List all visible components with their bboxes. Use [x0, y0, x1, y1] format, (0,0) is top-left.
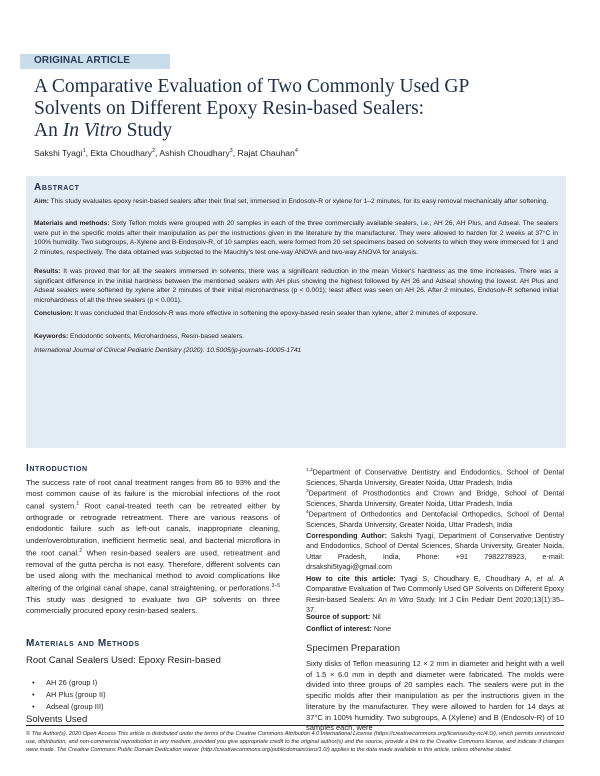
abstract-aim: Aim: This study evaluates epoxy resin-based sealers after their final set, immersed in Endosolv-R or xylene for 1–2 minutes, for its easy removal mechanically after softening.	[34, 198, 549, 205]
specimen-heading: Specimen Preparation	[306, 643, 400, 654]
article-type-badge	[20, 54, 170, 69]
conflict-of-interest: Conflict of interest: None	[306, 624, 392, 633]
title-line-2: Solvents on Different Epoxy Resin-based Sealers:	[34, 98, 425, 119]
affiliation-3: $^4$Department of Orthodontics and Dentofacial Orthopedics, School of Dental Sciences, Sharda University, Greater Noida, Uttar Pradesh, India	[306, 509, 564, 529]
title-line-3: An In Vitro Study	[34, 120, 173, 141]
affiliation-1: $^{1,2}$Department of Conservative Dentistry and Endodontics, School of Dental Sciences, Sharda University, Greater Noida, Uttar Pradesh, India	[306, 467, 564, 487]
list-item: • Adseal (group III)	[26, 701, 280, 713]
author-name: Sakshi Tyagi	[34, 148, 83, 158]
license-footer: © The Author(s). 2020 Open Access This article is distributed under the terms of the Creative Commons Attribution 4.0 International License (https://creativecommons.org/licenses/by-nc/4.0/), which permits unrestricted use, distribution, and non-commercial reproduction in any medium, provided you give appropriate credit to the original author(s) and the source, provide a link to the Creative Commons license, and indicate if changes were made. The Creative Commons Public Domain Dedication waiver (http://creativecommons.org/publicdomain/zero/1.0/) applies to the data made available in this article, unless otherwise stated.	[26, 731, 564, 754]
author-name: Ashish Choudhary	[159, 148, 230, 158]
list-item: • AH 26 (group I)	[26, 677, 280, 689]
abstract-heading: Abstract	[34, 182, 80, 193]
article-type-label: ORIGINAL ARTICLE	[34, 55, 131, 66]
abstract-conclusion: Conclusion: It was concluded that Endosolv-R was more effective in softening the epoxy-based resin sealer than xylene, after 2 minutes of exposure.	[34, 310, 478, 317]
list-item: • AH Plus (group II)	[26, 689, 280, 701]
author-name: Ekta Choudhary	[90, 148, 153, 158]
sealer-list	[26, 677, 280, 713]
abstract-keywords: Keywords: Endodontic solvents, Microhardness, Resin-based sealers.	[34, 333, 245, 340]
article-title	[34, 76, 564, 142]
solvents-subheading: Solvents Used	[26, 714, 88, 725]
affiliation-2: $^3$Department of Prosthodontics and Crown and Bridge, School of Dental Sciences, Sharda University, Greater Noida, Uttar Pradesh, India	[306, 488, 564, 508]
abstract-citation: International Journal of Clinical Pediatric Dentistry (2020): 10.5005/jp-journals-10005-1741	[34, 347, 302, 354]
author-name: Rajat Chauhan	[237, 148, 295, 158]
specimen-text: Sixty disks of Teflon measuring 12 × 2 mm in diameter and height with a well of 1.5 × 6.0 mm in depth and diameter were fabricated. The molds were divided into three groups of 20 samples each. The sealers were put in the specific molds after their manipulation as per the instructions given in the literature by the manufacturer. They were allowed to harden for 14 days at 37°C in 100% humidity. Two subgroups, A (Xylene) and B (Endosolv-R) of 10 samples each, were	[306, 659, 564, 733]
source-of-support: Source of support: Nil	[306, 612, 381, 621]
abstract-results: Results: It was proved that for all the sealers immersed in solvents, there was a significant reduction in the mean Vicker's hardness as the time increases. There was a significant difference in the initial hardness between the mentioned sealers with AH plus showing the highest followed by AH 26 and Adseal showing the lowest. AH Plus and Adseal sealers were softened by xylene after 2 minutes of their initial microhardness (p < 0.001); least affect was seen on AH 26. After 2 minutes, Endosolv-R softened initial microhardness of all the three sealers (p < 0.001).	[34, 268, 558, 304]
how-to-cite: How to cite this article: Tyagi S, Choudhary E, Choudhary A, et al. A Comparative Evaluation of Two Commonly Used GP Solvents on Different Epoxy Resin-based Sealers: An In Vitro Study. Int J Clin Pediatr Dent 2020;13(1):35–37.	[306, 574, 564, 614]
introduction-heading: Introduction	[26, 463, 88, 474]
introduction-text: The success rate of root canal treatment ranges from 86 to 93% and the most common cause of its failure is the microbial infections of the root canal system.$^1$ Root canal-treated teeth can be retreated either by orthograde or retrograde retreatment. There are various reasons of endodontic failure such as left-out canals, inappropriate cleaning, under/overobturation, inefficient hermetic seal, and bacterial microflora in the root canal.$^2$ When resin-based sealers are used, retreatment and removal of the gutta percha is not easy. Therefore, different solvents can be used along with the mechanical method to avoid complications like altering of the original canal shape, canal straightening, or perforations.$^{3-5}$ This study was designed to evaluate two GP solvents on three commercially procured epoxy resin-based sealers.	[26, 478, 281, 615]
materials-heading: Materials and Methods	[26, 638, 140, 649]
title-line-1: A Comparative Evaluation of Two Commonly Used GP	[34, 76, 470, 97]
sealers-subheading: Root Canal Sealers Used: Epoxy Resin-based	[26, 655, 221, 666]
corresponding-author: Corresponding Author: Sakshi Tyagi, Department of Conservative Dentistry and Endodontics, School of Dental Sciences, Sharda University, Greater Noida, Uttar Pradesh, India, Phone: +91 7982278923, e-mail: drsakshi5tyagi@gmail.com	[306, 531, 564, 571]
abstract-box	[26, 176, 566, 448]
author-list: Sakshi Tyagi$^1$, Ekta Choudhary$^2$, Ashish Choudhary$^3$, Rajat Chauhan$^4$	[34, 148, 298, 158]
footer-divider	[26, 725, 564, 726]
abstract-methods: Materials and methods: Sixty Teflon molds were grouped with 20 samples in each of the three commercially available sealers, i.e., AH 26, AH Plus, and Adseal. The sealers were put in the specific molds after their manipulation as per the instructions given in the literature by the manufacturer. They were allowed to harden for 2 weeks at 37°C in 100% humidity. Two subgroups, A-Xylene and B-Endosolv-R, of 10 samples each, were formed from 20 set specimens based on solvents to which they were immersed for 1 and 2 minutes, respectively. The data obtained was subjected to the Mauchly's test one-way ANOVA and two-way ANOVA for analysis.	[34, 220, 558, 256]
